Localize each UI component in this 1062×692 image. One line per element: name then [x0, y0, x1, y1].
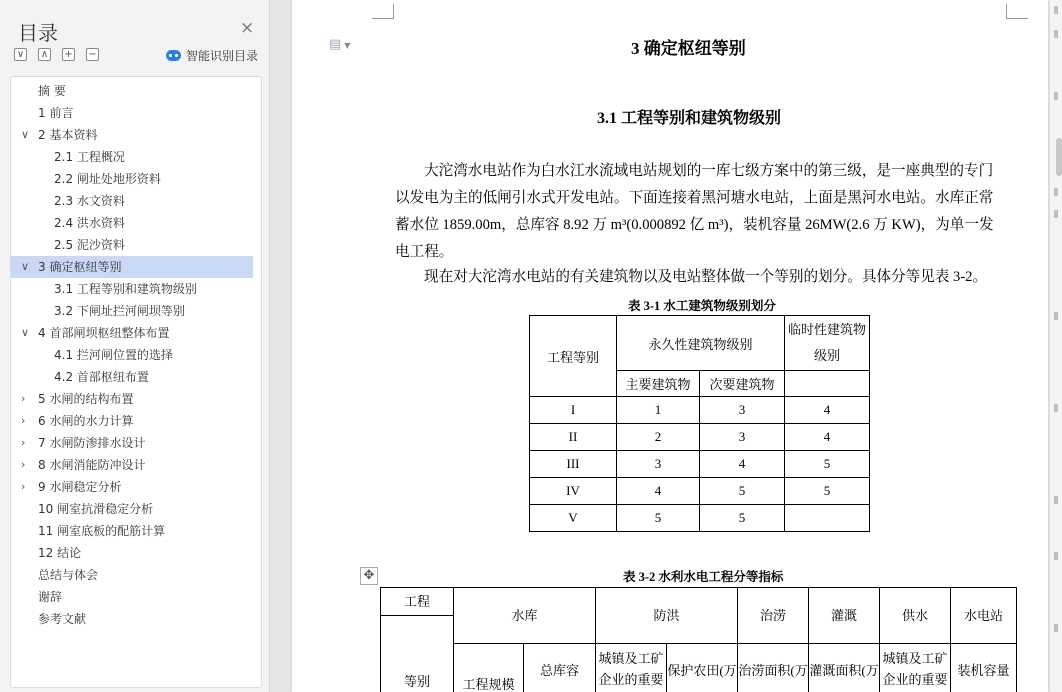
sub-drainage-area: [738, 644, 809, 692]
sub-power-label: 装机容量: [957, 663, 1010, 678]
table-cell: 1: [617, 397, 700, 424]
sub-drainage-wrap: [738, 644, 808, 692]
table-cell: 5: [785, 478, 870, 505]
toc-item-label: 谢辞: [38, 590, 63, 604]
toc-item-label: 2 基本资料: [38, 128, 98, 142]
toc-item[interactable]: [11, 476, 253, 498]
document-icon[interactable]: ▤ ▼: [329, 37, 351, 52]
rail-marker: [1054, 188, 1058, 196]
toc-item[interactable]: [11, 300, 253, 322]
sub-capacity-wrap: [524, 644, 595, 692]
toc-item[interactable]: [11, 234, 253, 256]
toc-title: 目录: [18, 21, 58, 45]
table-cell: III: [530, 451, 617, 478]
chevron-right-icon[interactable]: ›: [21, 414, 26, 427]
table-cell: II: [530, 424, 617, 451]
toc-list: [10, 76, 262, 688]
header-flood: 防洪: [596, 588, 738, 644]
chevron-right-icon[interactable]: ›: [21, 392, 26, 405]
header-empty: [785, 371, 870, 397]
sub-irrigation-wrap: [809, 644, 879, 692]
table-cell: 4: [617, 478, 700, 505]
toc-item-label: 4.2 首部枢纽布置: [54, 370, 149, 384]
rail-marker: [1054, 552, 1058, 560]
toc-item[interactable]: [11, 190, 253, 212]
toc-item[interactable]: [11, 168, 253, 190]
toc-item[interactable]: [11, 212, 253, 234]
crop-mark-left: [372, 4, 394, 19]
toc-item-label: 4 首部闸坝枢纽整体布置: [38, 326, 170, 340]
table-cell: I: [530, 397, 617, 424]
toc-item-label: 3.1 工程等别和建筑物级别: [54, 282, 197, 296]
toc-item-label: 3 确定枢纽等别: [38, 260, 122, 274]
rail-marker: [1054, 210, 1058, 218]
sub-farmland-wrap: [667, 644, 737, 692]
toc-item-label: 参考文献: [38, 612, 87, 626]
paragraph-2: 现在对大沱湾水电站的有关建筑物以及电站整体做一个等别的划分。具体分等见表 3-2。: [424, 269, 988, 285]
table-cell: 3: [700, 397, 785, 424]
toc-item-label: 7 水闸防渗排水设计: [38, 436, 146, 450]
toc-item-label: 摘 要: [38, 84, 66, 98]
rail-marker: [1054, 92, 1058, 100]
toc-item[interactable]: [11, 388, 253, 410]
table-cell: 4: [700, 451, 785, 478]
table-row: [530, 397, 870, 424]
toc-item[interactable]: [11, 146, 253, 168]
rail-marker: [1054, 404, 1058, 412]
sub-drainage-label: 治涝面积(万: [738, 663, 808, 678]
header-permanent: 永久性建筑物级别: [617, 316, 785, 371]
toc-item[interactable]: [11, 344, 253, 366]
chevron-down-icon[interactable]: ∨: [21, 326, 30, 339]
move-icon[interactable]: ✥: [360, 567, 378, 585]
crop-mark-right: [1006, 4, 1028, 19]
sub-city-wrap: [596, 644, 666, 692]
toc-item[interactable]: [11, 498, 253, 520]
toc-item-label: 总结与体会: [38, 568, 99, 582]
rail-marker: [1054, 30, 1058, 38]
smart-toc-button[interactable]: [166, 47, 258, 64]
toc-item[interactable]: [11, 102, 253, 124]
sub-scale-label: 工程规模: [462, 677, 515, 692]
sub-city-label: 城镇及工矿企业的重要: [598, 651, 664, 687]
header-water-supply: 供水: [880, 588, 951, 644]
sub-scale: [454, 644, 524, 692]
chevron-down-icon[interactable]: ∨: [21, 128, 30, 141]
sub-scale-wrap: [454, 644, 523, 692]
header-grade-cont: [381, 616, 454, 692]
chevron-right-icon[interactable]: ›: [21, 436, 26, 449]
table-row: [530, 451, 870, 478]
toc-item-label: 5 水闸的结构布置: [38, 392, 134, 406]
toc-item[interactable]: [11, 608, 253, 630]
sub-capacity-label: 总库容: [540, 663, 580, 678]
smart-toc-label: 智能识别目录: [186, 49, 259, 63]
table-cell: 5: [700, 505, 785, 532]
chevron-right-icon[interactable]: ›: [21, 458, 26, 471]
table-cell: 4: [785, 424, 870, 451]
toc-item-label: 2.2 闸址处地形资料: [54, 172, 161, 186]
sub-power: [951, 644, 1017, 692]
rail-marker: [1054, 496, 1058, 504]
toc-item[interactable]: [11, 564, 253, 586]
header-grade-wrap: [381, 644, 453, 692]
table1-caption: 表 3-1 水工建筑物级别划分: [628, 299, 776, 313]
table-row: [530, 478, 870, 505]
toc-item[interactable]: [11, 366, 253, 388]
toc-item[interactable]: [11, 520, 253, 542]
table2-caption: 表 3-2 水利水电工程分等指标: [623, 570, 784, 584]
toc-item[interactable]: [11, 410, 253, 432]
toc-item-label: 3.2 下闸址拦河闸坝等别: [54, 304, 185, 318]
table-cell: 5: [617, 505, 700, 532]
sub-city-2-label: 城镇及工矿企业的重要: [882, 651, 948, 687]
table-row: [530, 424, 870, 451]
toc-item-label: 2.4 洪水资料: [54, 216, 125, 230]
table-cell: 3: [700, 424, 785, 451]
header-project: 工程: [381, 588, 454, 616]
right-scroll-rail[interactable]: [1050, 0, 1062, 692]
sub-city-2-wrap: [880, 644, 950, 692]
header-reservoir: 水库: [454, 588, 596, 644]
rail-marker: [1054, 624, 1058, 632]
toc-item-label: 10 闸室抗滑稳定分析: [38, 502, 154, 516]
rail-marker: [1054, 6, 1058, 14]
sub-city-2: [880, 644, 951, 692]
toc-item[interactable]: [11, 454, 253, 476]
expand-all-icon[interactable]: ∧: [38, 48, 51, 61]
sub-irrigation-area: [809, 644, 880, 692]
toc-item-label: 1 前言: [38, 106, 74, 120]
toc-item[interactable]: [11, 80, 253, 102]
toc-item-label: 8 水闸消能防冲设计: [38, 458, 146, 472]
toc-panel: [0, 0, 270, 692]
header-irrigation: 灌溉: [809, 588, 880, 644]
table-3-1: [529, 315, 870, 532]
ai-icon: [166, 50, 181, 61]
close-icon[interactable]: ×: [240, 18, 255, 38]
paragraph-1: 大沱湾水电站作为白水江水流域电站规划的一库七级方案中的第三级，是一座典型的专门以发电为主的低闸引水式开发电站。下面连接着黑河塘水电站，上面是黑河水电站。水库正常蓄水位 1859.00m，总库容 8.92 万 m³(0.000892 亿 m³)，装机容量 26MW(2.6 万 KW)，为单一发电工程。: [395, 163, 994, 260]
table-cell: 4: [785, 397, 870, 424]
table-3-2: [380, 587, 1017, 692]
header-main: 主要建筑物: [617, 371, 700, 397]
header-grade: 工程等别: [530, 316, 617, 397]
table-cell: 3: [617, 451, 700, 478]
add-item-icon[interactable]: +: [62, 48, 75, 61]
toc-item[interactable]: [11, 278, 253, 300]
toc-item-label: 2.5 泥沙资料: [54, 238, 125, 252]
table-cell: 5: [785, 451, 870, 478]
header-hydropower: 水电站: [951, 588, 1017, 644]
remove-item-icon[interactable]: −: [86, 48, 99, 61]
sub-farmland-label: 保护农田(万: [667, 663, 737, 678]
toc-item[interactable]: [11, 322, 253, 344]
table-cell: [785, 505, 870, 532]
rail-marker: [1054, 312, 1058, 320]
header-drainage: 治涝: [738, 588, 809, 644]
sub-city: [596, 644, 667, 692]
toc-item[interactable]: [11, 256, 253, 278]
toc-item-label: 4.1 拦河闸位置的选择: [54, 348, 173, 362]
toc-item[interactable]: [11, 432, 253, 454]
chevron-down-icon: ▼: [344, 41, 351, 50]
toc-item[interactable]: [11, 124, 253, 146]
toc-item-label: 12 结论: [38, 546, 82, 560]
sub-farmland: [667, 644, 738, 692]
table-row: [530, 505, 870, 532]
section-heading: 3.1 工程等别和建筑物级别: [597, 110, 782, 127]
sub-capacity: [524, 644, 596, 692]
toc-item[interactable]: [11, 586, 253, 608]
toc-item[interactable]: [11, 542, 253, 564]
table-cell: 5: [700, 478, 785, 505]
sub-irrigation-label: 灌溉面积(万: [809, 663, 879, 678]
chevron-down-icon[interactable]: ∨: [21, 260, 30, 273]
table-cell: V: [530, 505, 617, 532]
sub-power-wrap: [951, 644, 1016, 692]
collapse-all-icon[interactable]: ∨: [14, 48, 27, 61]
scroll-handle[interactable]: [1056, 138, 1062, 176]
chapter-heading: 3 确定枢纽等别: [631, 39, 746, 58]
header-grade-label: 等别: [403, 674, 430, 689]
table-cell: IV: [530, 478, 617, 505]
table-cell: 2: [617, 424, 700, 451]
chevron-right-icon[interactable]: ›: [21, 480, 26, 493]
header-temporary: 临时性建筑物级别: [785, 316, 870, 371]
header-secondary: 次要建筑物: [700, 371, 785, 397]
toc-item-label: 11 闸室底板的配筋计算: [38, 524, 166, 538]
toc-item-label: 9 水闸稳定分析: [38, 480, 122, 494]
toc-item-label: 6 水闸的水力计算: [38, 414, 134, 428]
toc-item-label: 2.3 水文资料: [54, 194, 125, 208]
toc-item-label: 2.1 工程概况: [54, 150, 125, 164]
